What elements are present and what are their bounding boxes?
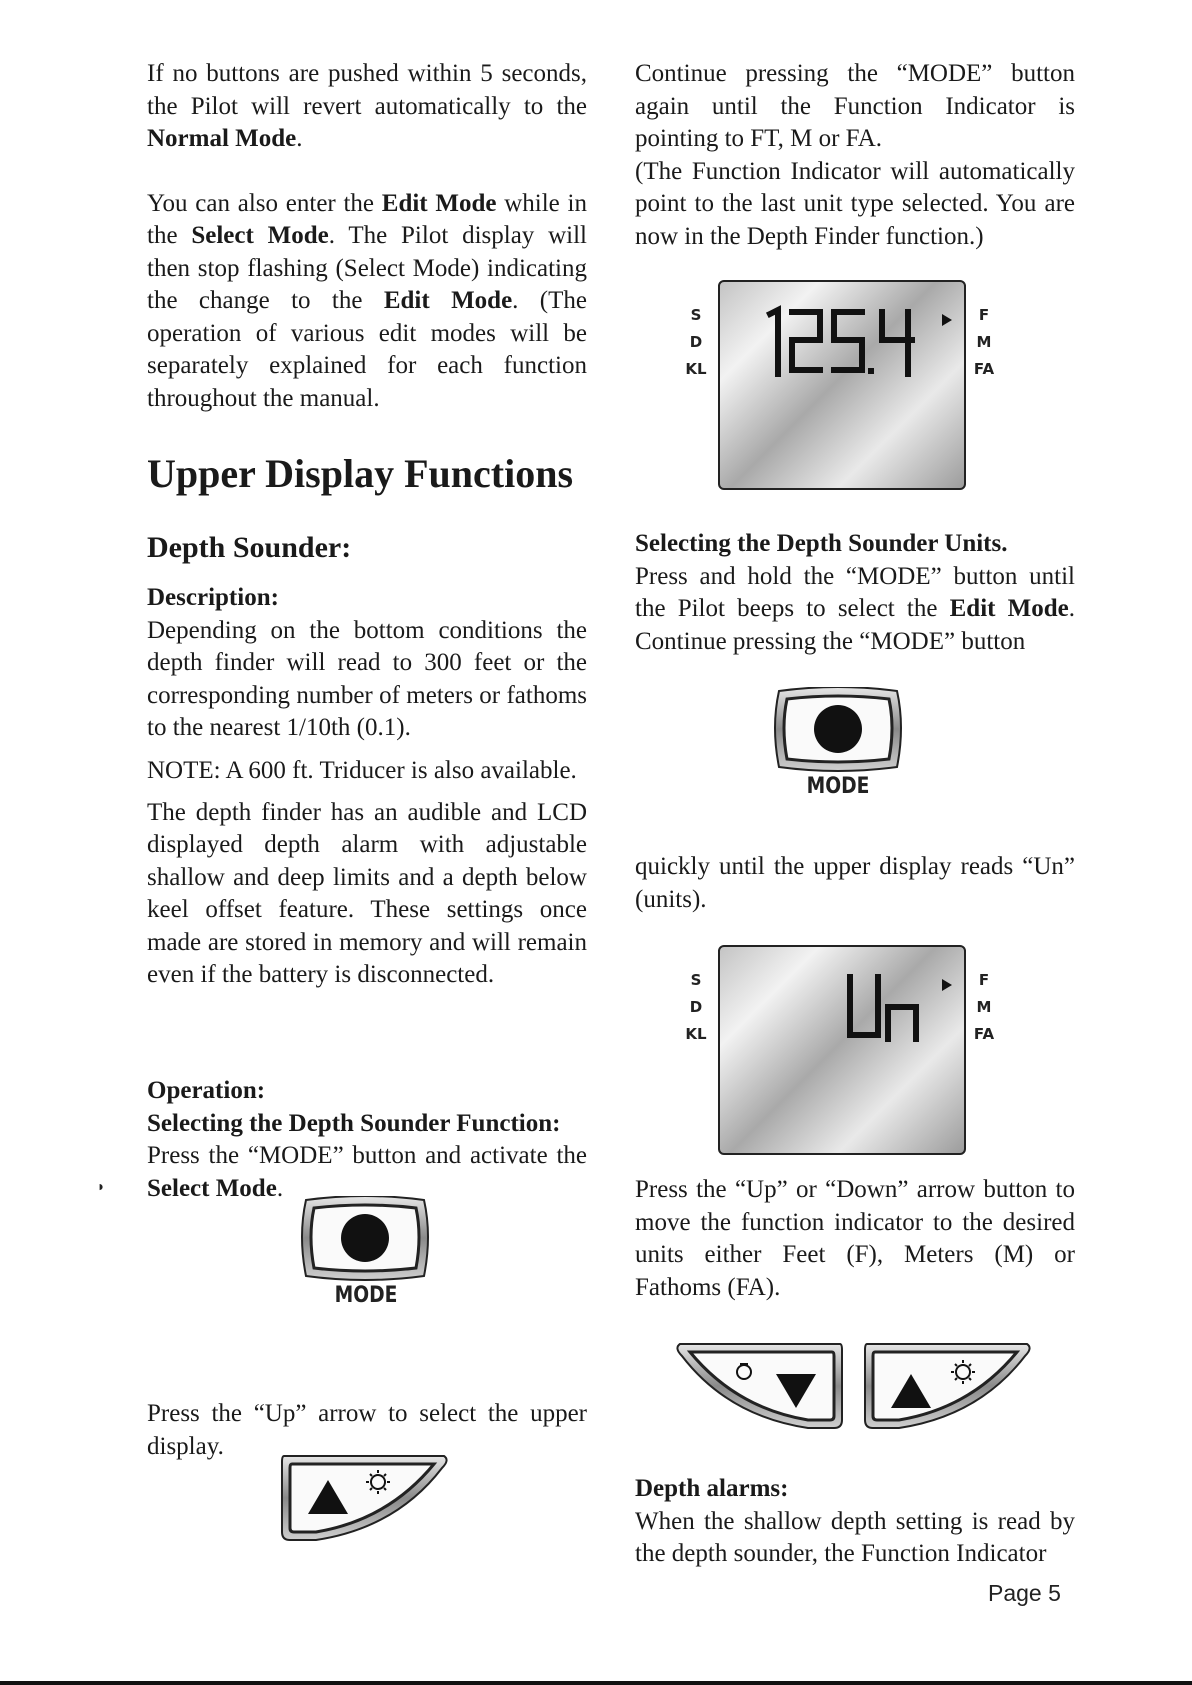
lcd-label-f: F [978,971,990,989]
lcd-label-f: F [978,306,990,324]
operation-text: Press the “MODE” button and activate the Select Mode. [147,1142,587,1202]
operation-subheading: Selecting the Depth Sounder Function: [147,1109,561,1137]
units-text: Press and hold the “MODE” button until the Pilot beeps to select the Edit Mode. Continue pressing the “MODE” button [635,562,1075,655]
lcd-reading-un [720,947,964,1153]
note-text: NOTE: A 600 ft. Triducer is also available. [147,756,577,784]
lcd-screen [718,280,966,490]
margin-marker-icon: ◗ [97,1180,106,1195]
depth-alarms-block [635,1473,1075,1571]
mode-button-label-2: MODE [806,774,870,799]
down-arrow-button-illustration [672,1338,848,1434]
units-lcd-display [676,945,1016,1157]
description-label: Description: [147,584,279,611]
mode-button-icon [769,687,907,773]
mode-button-label: MODE [334,1283,398,1308]
lcd-label-fa: FA [973,360,995,378]
lcd-label-s: S [690,306,702,324]
lcd-label-kl: KL [685,360,707,378]
units-heading: Selecting the Depth Sounder Units. [635,530,1008,557]
operation-label: Operation: [147,1077,266,1104]
arrow-instruction-text: Press the “Up” or “Down” arrow button to move the function indicator to the desired units either Feet (F), Meters (M) or Fathoms (FA). [635,1176,1075,1301]
subsection-heading: Depth Sounder: [147,531,352,564]
lcd-label-m: M [976,998,992,1016]
depth-lcd-display [676,280,1016,492]
bottom-divider [0,1681,1192,1685]
up-arrow-instruction: Press the “Up” arrow to select the upper display. [147,1400,587,1460]
up-arrow-icon [276,1450,452,1546]
lcd-label-d: D [689,333,703,351]
alarm-description: The depth finder has an audible and LCD displayed depth alarm with adjustable shallow and deep limits and a depth below keel offset feature. These settings once made are stored in memory and will remain even if the battery is disconnected. [147,798,587,988]
lcd-label-kl: KL [685,1025,707,1043]
section-heading: Upper Display Functions [147,451,574,496]
lcd-label-s: S [690,971,702,989]
continue-pressing-text: Continue pressing the “MODE” button again until the Function Indicator is pointing to FT, M or FA. [635,60,1075,152]
lcd-label-fa: FA [973,1025,995,1043]
mode-button-icon [296,1196,434,1282]
mode-button-illustration [296,1196,434,1282]
up-arrow-icon [859,1338,1035,1434]
quick-press-text: quickly until the upper display reads “Un” (units). [635,853,1075,913]
revert-paragraph: If no buttons are pushed within 5 seconds, the Pilot will revert automatically to the Normal Mode. [147,60,587,152]
lcd-screen [718,945,966,1155]
description-block [147,582,587,992]
up-arrow-button-illustration [276,1450,452,1546]
units-block [635,528,1075,658]
page-number: Page 5 [988,1580,1061,1606]
lcd-label-m: M [976,333,992,351]
function-indicator-note: (The Function Indicator will automatically point to the last unit type selected. You are now in the Depth Finder function.) [635,157,1075,250]
right-column-top [635,58,1075,253]
operation-block [147,1075,587,1205]
left-column [147,58,587,415]
down-arrow-icon [672,1338,848,1434]
lcd-label-d: D [689,998,703,1016]
up-arrow-button-illustration-2 [859,1338,1035,1434]
edit-mode-paragraph: You can also enter the Edit Mode while in the Select Mode. The Pilot display will then stop flashing (Select Mode) indicating the change to the Edit Mode. (The operation of various edit modes will be separately explained for each function throughout the manual. [147,189,587,412]
mode-button-illustration-2 [769,687,907,773]
depth-alarms-text: When the shallow depth setting is read by the depth sounder, the Function Indicator [635,1507,1075,1567]
lcd-reading-125-4 [720,282,964,488]
depth-alarms-heading: Depth alarms: [635,1475,789,1502]
description-text: Depending on the bottom conditions the depth finder will read to 300 feet or the corresponding number of meters or fathoms to the nearest 1/10th (0.1). [147,616,587,741]
